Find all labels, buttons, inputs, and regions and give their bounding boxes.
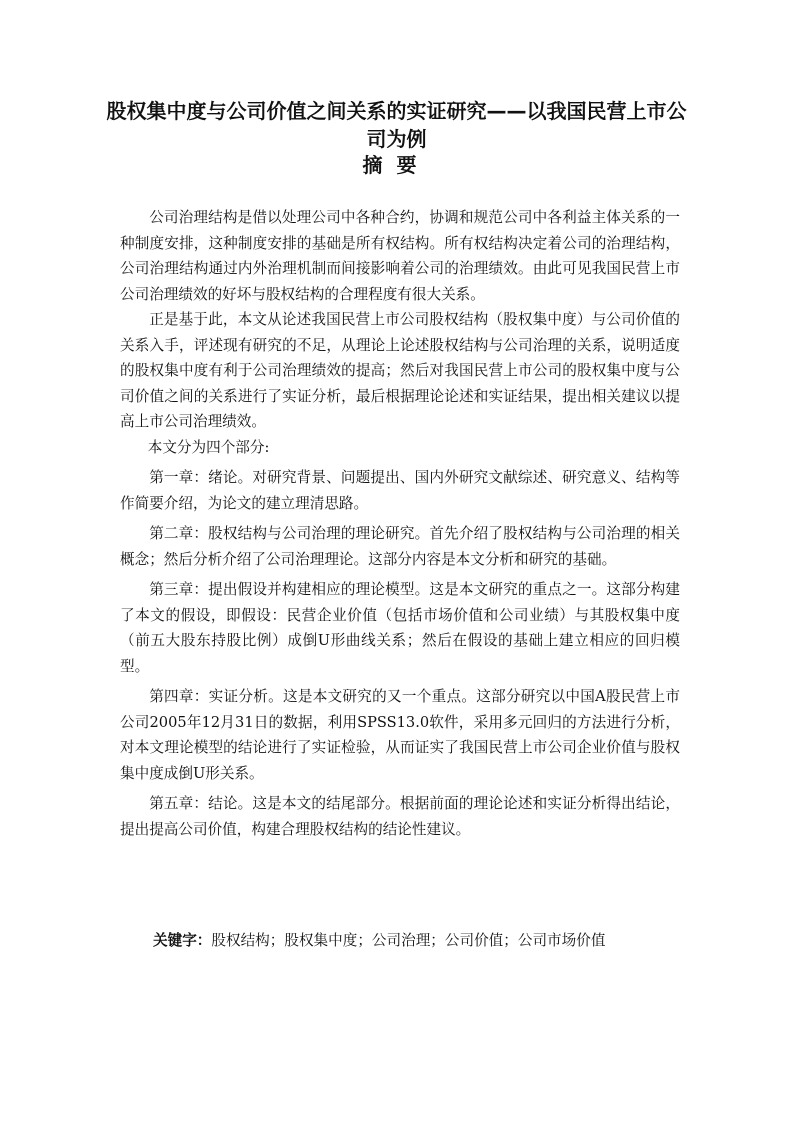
chapter-summary-2: 第二章：股权结构与公司治理的理论研究。首先介绍了股权结构与公司治理的相关概念；然后分析介绍了公司治理理论。这部分内容是本文分析和研究的基础。 [120, 525, 680, 568]
document-title: 股权集中度与公司价值之间关系的实证研究——以我国民营上市公司为例 [106, 99, 687, 151]
chapter-summary-3: 第三章：提出假设并构建相应的理论模型。这是本文研究的重点之一。这部分构建了本文的假设，即假设：民营企业价值（包括市场价值和公司业绩）与其股权集中度（前五大股东持股比例）成倒U形曲线关系；然后在假设的基础上建立相应的回归模型。 [120, 581, 680, 675]
abstract-heading: 摘要 [362, 153, 431, 177]
chapter-summary-5: 第五章：结论。这是本文的结尾部分。根据前面的理论论述和实证分析得出结论，提出提高公司价值，构建合理股权结构的结论性建议。 [120, 795, 680, 838]
keywords-label: 关键字： [153, 932, 212, 949]
chapter-summary-4: 第四章：实证分析。这是本文研究的又一个重点。这部分研究以中国A股民营上市公司2005年12月31日的数据，利用SPSS13.0软件，采用多元回归的方法进行分析，对本文理论模型的结论进行了实证检验，从而证实了我国民营上市公司企业价值与股权集中度成倒U形关系。 [120, 688, 680, 782]
chapter-summary-1: 第一章：绪论。对研究背景、问题提出、国内外研究文献综述、研究意义、结构等作简要介绍，为论文的建立理清思路。 [120, 469, 680, 512]
abstract-paragraph: 正是基于此，本文从论述我国民营上市公司股权结构（股权集中度）与公司价值的关系入手，评述现有研究的不足，从理论上论述股权结构与公司治理的关系，说明适度的股权集中度有利于公司治理绩效的提高；然后对我国民营上市公司的股权集中度与公司价值之间的关系进行了实证分析，最后根据理论论述和实证结果，提出相关建议以提高上市公司治理绩效。 [120, 311, 680, 430]
keywords-line [153, 930, 605, 952]
abstract-paragraph: 公司治理结构是借以处理公司中各种合约，协调和规范公司中各利益主体关系的一种制度安排，这种制度安排的基础是所有权结构。所有权结构决定着公司的治理结构，公司治理结构通过内外治理机制而间接影响着公司的治理绩效。由此可见我国民营上市公司治理绩效的好坏与股权结构的合理程度有很大关系。 [120, 209, 680, 303]
abstract-body [120, 205, 680, 842]
keywords-list: 股权结构；股权集中度；公司治理；公司价值；公司市场价值 [211, 932, 606, 949]
abstract-paragraph: 本文分为四个部分: [147, 438, 270, 456]
